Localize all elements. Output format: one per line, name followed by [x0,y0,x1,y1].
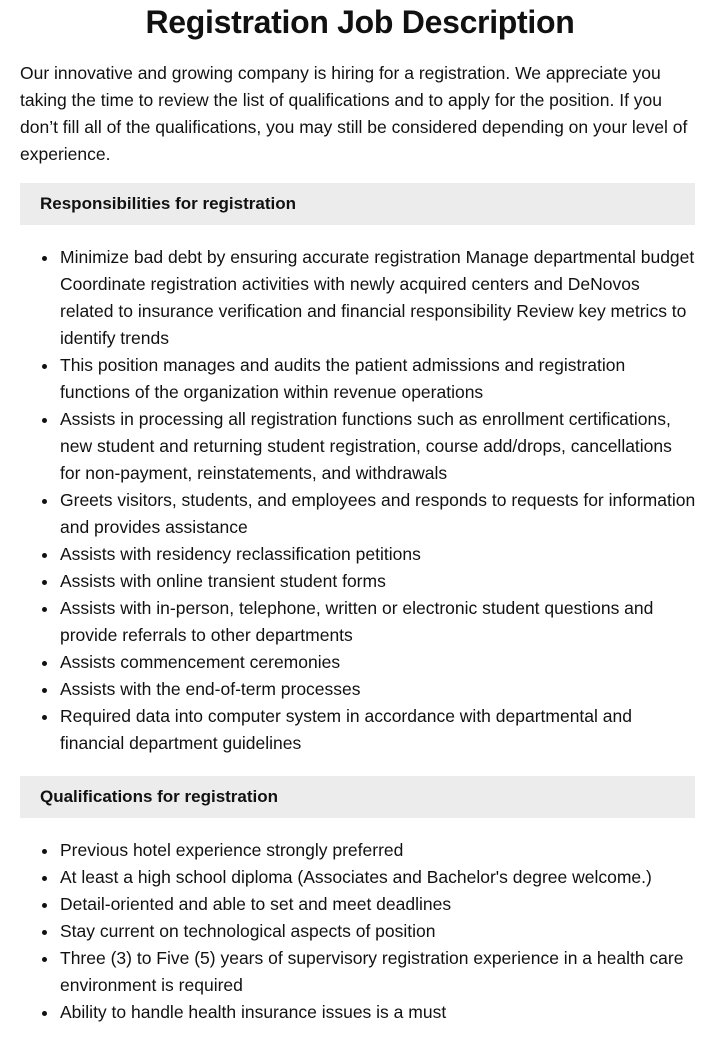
list-item: Assists with in-person, telephone, written or electronic student questions and provide referrals to other departments [60,595,696,649]
list-item: Assists with online transient student forms [60,568,696,595]
list-item: Assists commencement ceremonies [60,649,696,676]
list-item: Previous hotel experience strongly preferred [60,837,696,864]
list-item: Required data into computer system in accordance with departmental and financial department guidelines [60,703,696,757]
list-item: At least a high school diploma (Associates and Bachelor's degree welcome.) [60,864,696,891]
list-item: Detail-oriented and able to set and meet deadlines [60,891,696,918]
qualifications-heading: Qualifications for registration [20,776,695,818]
list-item: Assists with residency reclassification petitions [60,541,696,568]
list-item: Stay current on technological aspects of position [60,918,696,945]
qualifications-list [20,837,696,1026]
intro-paragraph: Our innovative and growing company is hiring for a registration. We appreciate you taking the time to review the list of qualifications and to apply for the position. If you don’t fill all of the qualifications, you may still be considered depending on your level of experience. [20,63,688,164]
list-item: Minimize bad debt by ensuring accurate registration Manage departmental budget Coordinate registration activities with newly acquired centers and DeNovos related to insurance verification and financial responsibility Review key metrics to identify trends [60,244,696,352]
list-item: Three (3) to Five (5) years of supervisory registration experience in a health care environment is required [60,945,696,999]
responsibilities-heading: Responsibilities for registration [20,183,695,225]
list-item: Ability to handle health insurance issues is a must [60,999,696,1026]
list-item: Assists with the end-of-term processes [60,676,696,703]
list-item: Assists in processing all registration functions such as enrollment certifications, new student and returning student registration, course add/drops, cancellations for non-payment, reinstatements, and withdrawals [60,406,696,487]
responsibilities-list [20,244,696,757]
page-title: Registration Job Description [145,4,575,40]
list-item: This position manages and audits the patient admissions and registration functions of the organization within revenue operations [60,352,696,406]
list-item: Greets visitors, students, and employees and responds to requests for information and provides assistance [60,487,696,541]
